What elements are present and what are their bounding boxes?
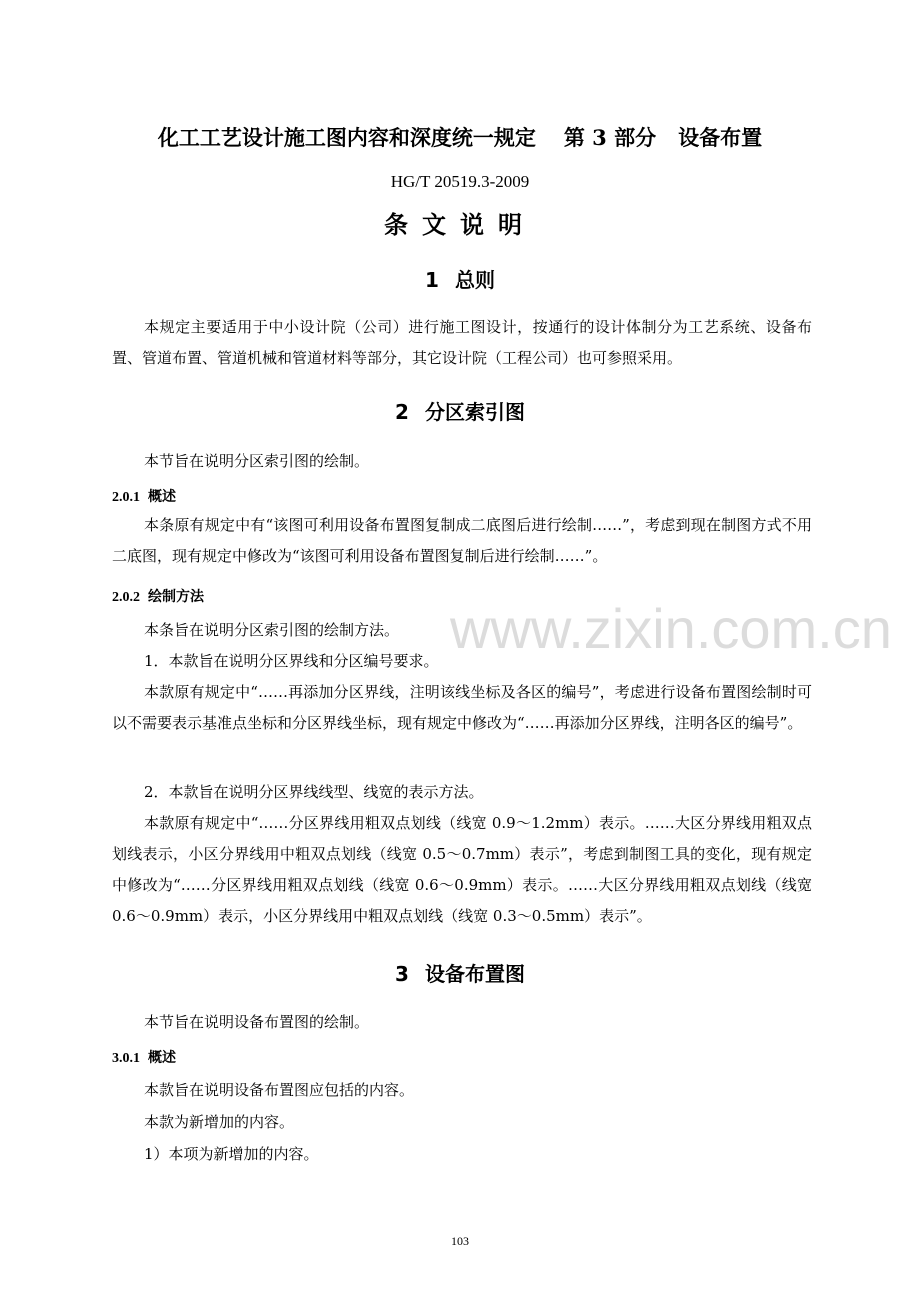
section-number: 2 — [395, 400, 409, 424]
clause-2-0-2-item-1-text: 本款原有规定中“……再添加分区界线，注明该线坐标及各区的编号”，考虑进行设备布置图绘制时可以不需要表示基准点坐标和分区界线坐标，现有规定中修改为“……再添加分区界线，注明各区的编号”。 — [112, 683, 812, 732]
title-part: 第 3 部分 — [563, 125, 657, 150]
page-number: 103 — [451, 1234, 469, 1248]
clause-number: 2.0.1 — [112, 490, 140, 505]
clause-3-0-1-line-1: 本款旨在说明设备布置图应包括的内容。 — [144, 1081, 415, 1099]
section-1-heading — [0, 264, 920, 293]
section-3-intro: 本节旨在说明设备布置图的绘制。 — [144, 1013, 370, 1031]
clause-2-0-2-item-2: 2．本款旨在说明分区界线线型、线宽的表示方法。 — [144, 783, 484, 801]
clause-2-0-2-item-2-text: 本款原有规定中“……分区界线用粗双点划线（线宽 0.9～1.2mm）表示。……大区分界线用粗双点划线表示，小区分界线用中粗双点划线（线宽 0.5～0.7mm）表示”，考虑到制图工具的变化，现有规定中修改为“……分区界线用粗双点划线（线宽 0.6～0.9mm）表示。……大区分界线用粗双点划线（线宽 0.6～0.9mm）表示，小区分界线用中粗双点划线（线宽 0.3～0.5mm）表示”。 — [112, 814, 812, 925]
standard-number: HG/T 20519.3-2009 — [390, 172, 530, 191]
section-number: 3 — [395, 962, 409, 986]
clause-3-0-1-line-2: 本款为新增加的内容。 — [144, 1113, 295, 1131]
title-topic: 设备布置 — [678, 125, 763, 150]
watermark: www.zixin.com.cn — [450, 597, 892, 660]
clause-2-0-2-item-1: 1．本款旨在说明分区界线和分区编号要求。 — [144, 652, 439, 670]
section-2-heading — [0, 396, 920, 425]
clause-title: 绘制方法 — [148, 590, 204, 605]
clause-3-0-1-heading — [112, 1047, 176, 1067]
clause-2-0-1-heading — [112, 486, 176, 506]
section-title: 总则 — [454, 268, 495, 292]
clause-title: 概述 — [148, 490, 176, 505]
title-main: 化工工艺设计施工图内容和深度统一规定 — [157, 125, 536, 150]
clause-number: 2.0.2 — [112, 590, 140, 605]
section-number: 1 — [425, 268, 439, 292]
section-title: 设备布置图 — [424, 962, 525, 986]
clause-2-0-2-heading — [112, 586, 204, 606]
section-1-paragraph: 本规定主要适用于中小设计院（公司）进行施工图设计，按通行的设计体制分为工艺系统、设备布置、管道布置、管道机械和管道材料等部分，其它设计院（工程公司）也可参照采用。 — [112, 318, 812, 367]
section-2-intro: 本节旨在说明分区索引图的绘制。 — [144, 452, 370, 470]
clause-title: 概述 — [148, 1051, 176, 1066]
section-title: 分区索引图 — [424, 400, 525, 424]
clause-3-0-1-line-3: 1）本项为新增加的内容。 — [144, 1145, 319, 1163]
document-title — [0, 122, 920, 152]
section-3-heading — [0, 958, 920, 987]
clause-2-0-2-intro: 本条旨在说明分区索引图的绘制方法。 — [144, 621, 400, 639]
document-subtitle: 条文说明 — [384, 210, 536, 239]
clause-number: 3.0.1 — [112, 1051, 140, 1066]
clause-2-0-1-paragraph: 本条原有规定中有“该图可利用设备布置图复制成二底图后进行绘制……”，考虑到现在制图方式不用二底图，现有规定中修改为“该图可利用设备布置图复制后进行绘制……”。 — [112, 516, 812, 565]
